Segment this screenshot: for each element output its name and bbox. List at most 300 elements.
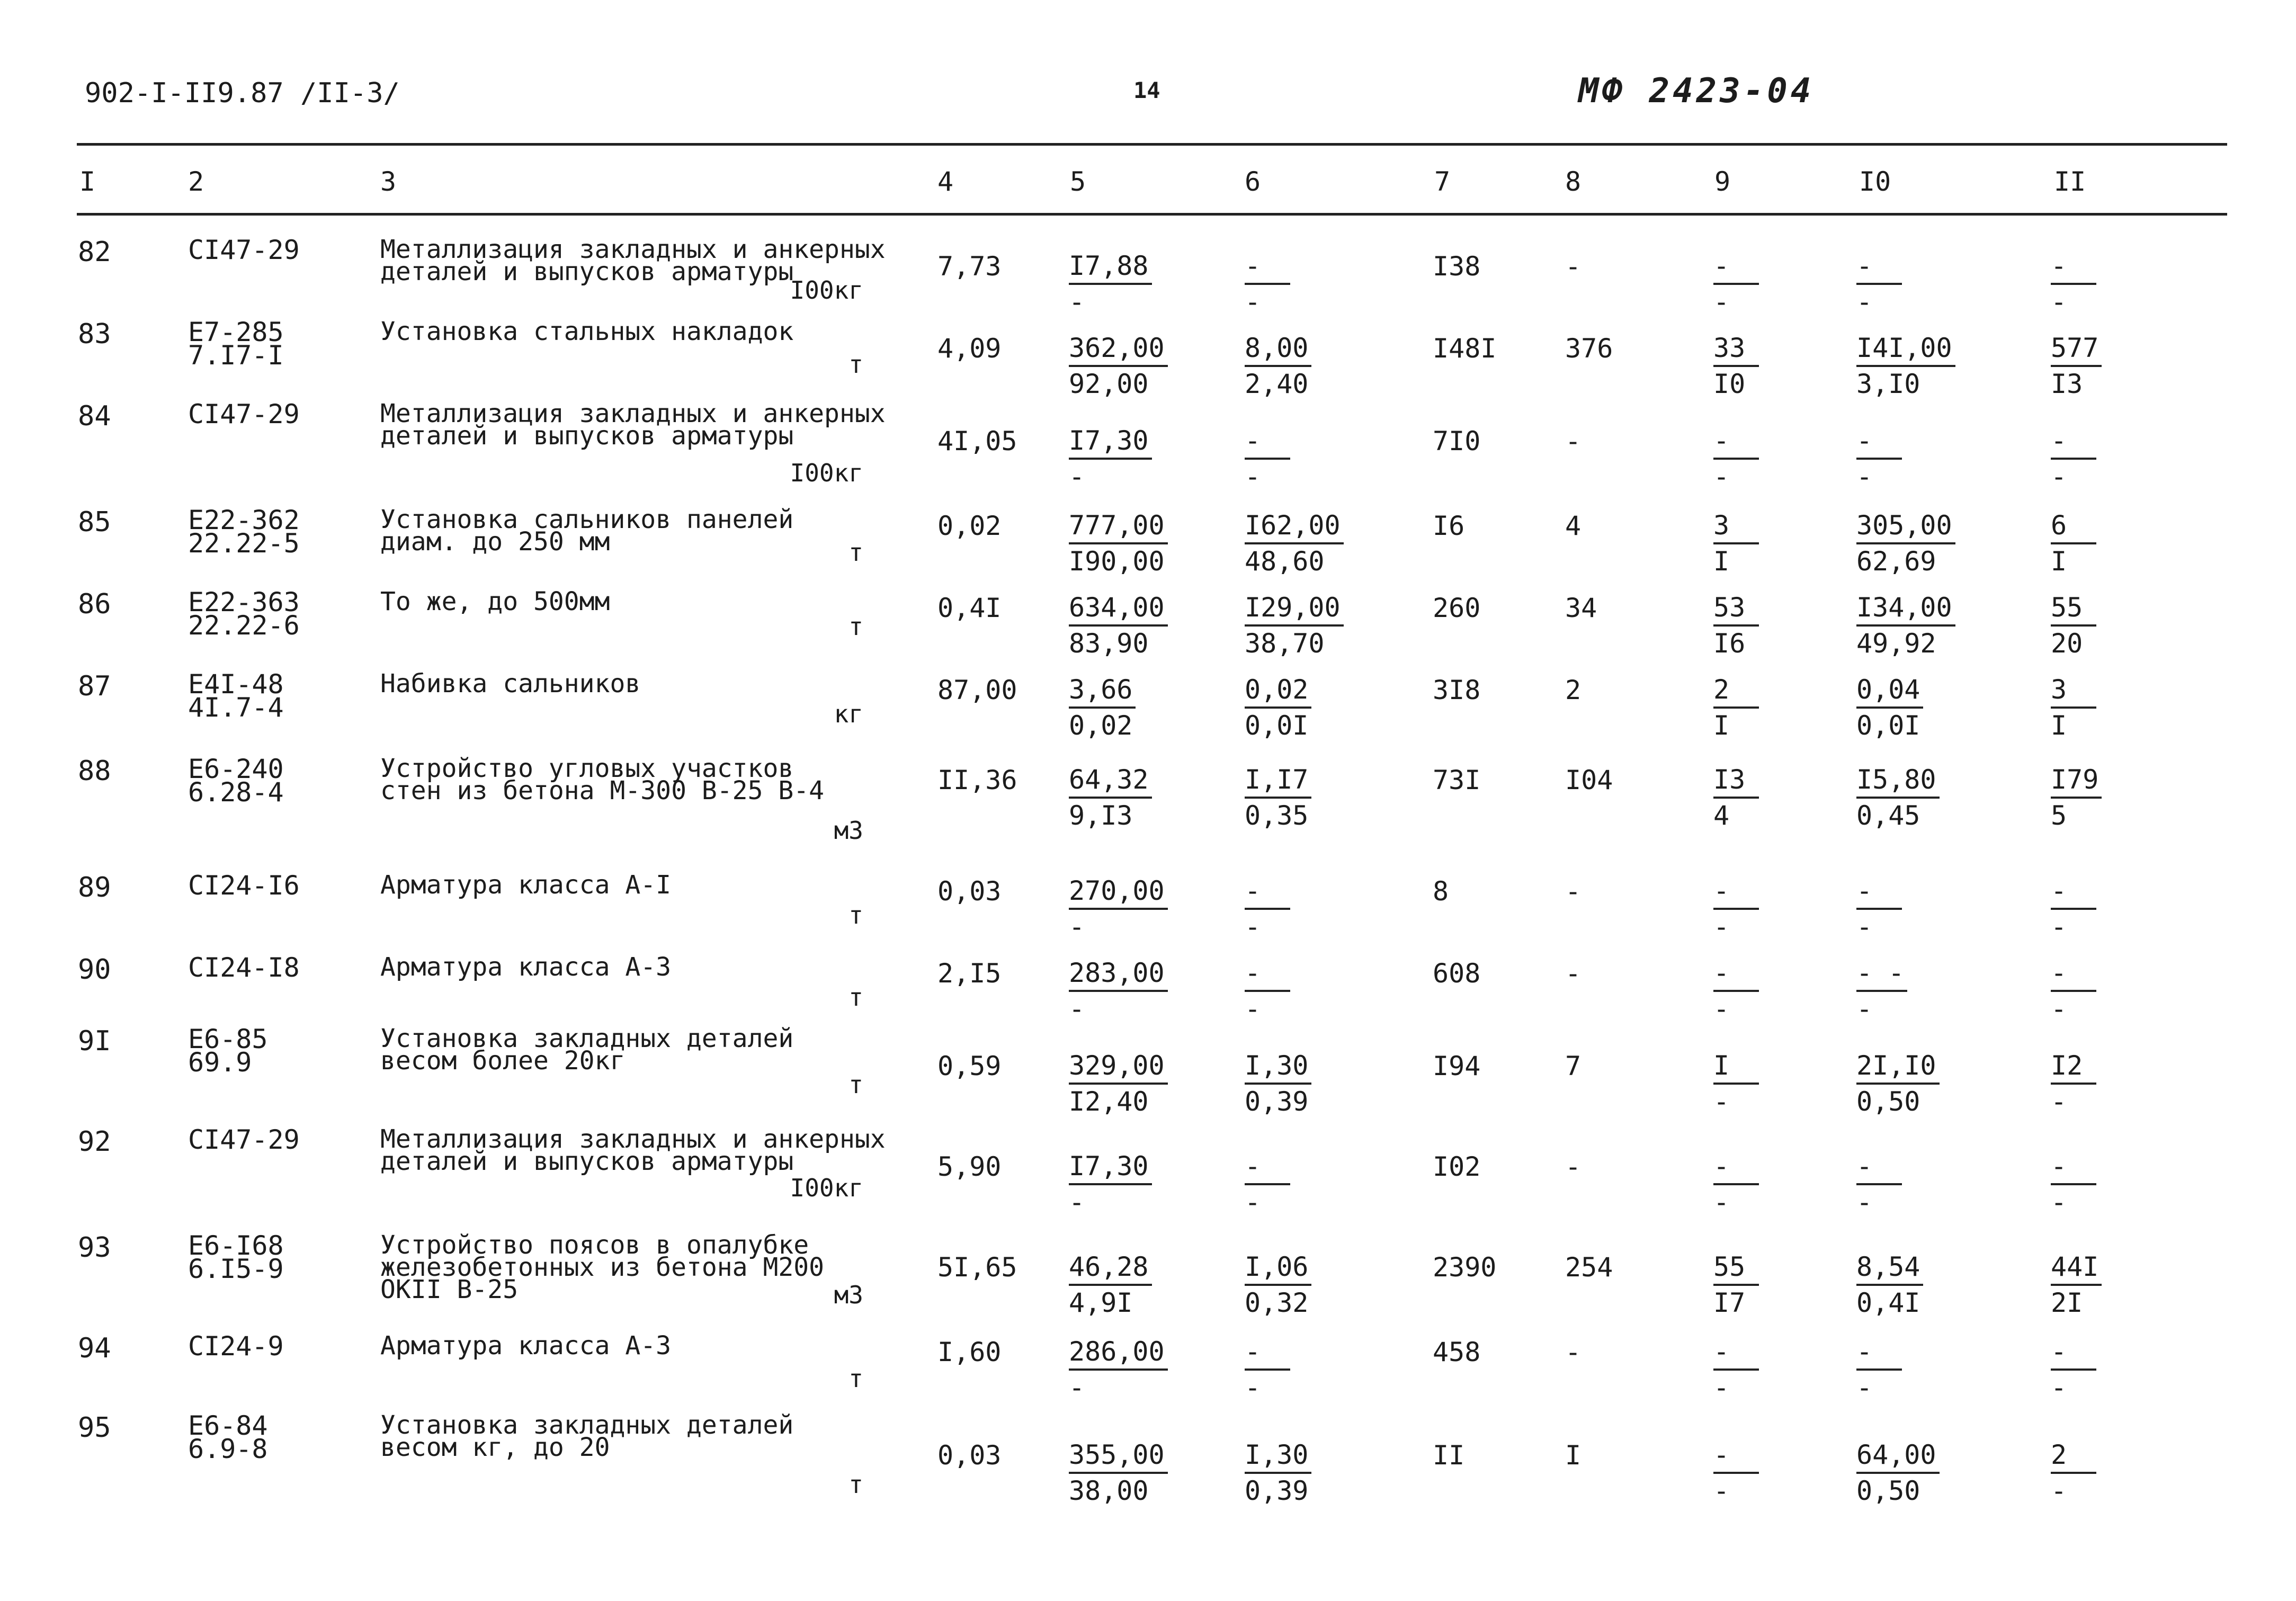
- fraction-top: 329,00: [1069, 1049, 1168, 1085]
- fraction-bottom: 9,I3: [1069, 800, 1133, 831]
- handwritten-stamp: МФ 2423-04: [1578, 71, 1815, 111]
- c5-fraction: [1069, 508, 1168, 578]
- fraction-top: I5,80: [1856, 763, 1940, 799]
- fraction-top: 46,28: [1069, 1250, 1152, 1286]
- c5-fraction: [1069, 1438, 1168, 1508]
- row-code: [188, 952, 300, 983]
- row-code-line: СI24-9: [188, 1331, 284, 1362]
- row-number: 87: [78, 670, 111, 702]
- row-quantity: 5I,65: [937, 1252, 1017, 1283]
- c9-fraction: [1713, 591, 1759, 660]
- fraction-top: 2: [2051, 1438, 2096, 1474]
- fraction-bottom: I3: [2051, 369, 2083, 399]
- row-code-line: Е4I-48: [188, 669, 284, 700]
- row-col8: I: [1565, 1440, 1582, 1471]
- c11-fraction: [2051, 1049, 2096, 1119]
- row-code-line: Е22-363: [188, 587, 300, 618]
- fraction-bottom: 2,40: [1245, 369, 1309, 399]
- fraction-bottom: -: [1856, 1187, 1873, 1218]
- row-unit: т: [848, 1070, 863, 1099]
- fraction-top: 64,32: [1069, 763, 1152, 799]
- c6-fraction: [1245, 1438, 1311, 1508]
- row-name-line: Металлизация закладных и анкерных: [380, 235, 886, 264]
- fraction-top: -: [1856, 424, 1902, 460]
- row-number: 9I: [78, 1025, 111, 1057]
- row-unit: т: [848, 983, 863, 1012]
- row-name: [380, 1331, 672, 1361]
- row-code: [188, 754, 284, 808]
- c10-fraction: [1856, 508, 1955, 578]
- col-header-10: I0: [1859, 166, 1891, 197]
- row-code-line: Е6-85: [188, 1024, 268, 1054]
- row-code: [188, 399, 300, 430]
- c6-fraction: [1245, 1335, 1290, 1405]
- c9-fraction: [1713, 956, 1759, 1026]
- row-col8: -: [1565, 1151, 1582, 1182]
- fraction-bottom: I2,40: [1069, 1086, 1149, 1117]
- fraction-bottom: 5: [2051, 800, 2067, 831]
- fraction-top: I: [1713, 1049, 1759, 1085]
- fraction-top: 55: [2051, 591, 2096, 627]
- row-code-line: Е7-285: [188, 317, 284, 347]
- fraction-top: -: [1856, 1149, 1902, 1185]
- row-name: [380, 754, 825, 806]
- fraction-bottom: 0,4I: [1856, 1287, 1920, 1318]
- row-name-line: Металлизация закладных и анкерных: [380, 399, 886, 428]
- c9-fraction: [1713, 424, 1759, 494]
- c9-fraction: [1713, 673, 1759, 743]
- fraction-bottom: -: [2051, 1372, 2067, 1403]
- row-col8: 254: [1565, 1252, 1613, 1283]
- col-header-3: 3: [380, 166, 397, 197]
- row-code-line: СI47-29: [188, 235, 300, 265]
- row-code: [188, 587, 300, 641]
- c10-fraction: [1856, 1149, 1902, 1219]
- document-code: 902-I-II9.87 /II-3/: [85, 77, 400, 109]
- row-code-line: 4I.7-4: [188, 692, 284, 723]
- c11-fraction: [2051, 1438, 2096, 1508]
- fraction-top: 8,54: [1856, 1250, 1923, 1286]
- fraction-top: I7,30: [1069, 1149, 1152, 1185]
- c9-fraction: [1713, 1335, 1759, 1405]
- row-unit: т: [848, 1470, 863, 1499]
- col-header-11: II: [2054, 166, 2086, 197]
- row-code: [188, 870, 300, 901]
- col-header-6: 6: [1245, 166, 1261, 197]
- fraction-top: 8,00: [1245, 331, 1311, 367]
- fraction-bottom: -: [2051, 287, 2067, 317]
- c6-fraction: [1245, 1149, 1290, 1219]
- row-quantity: 5,90: [937, 1151, 1002, 1182]
- c5-fraction: [1069, 1149, 1152, 1219]
- c9-fraction: [1713, 508, 1759, 578]
- fraction-top: -: [1245, 956, 1290, 992]
- c10-fraction: [1856, 331, 1955, 401]
- fraction-top: 0,02: [1245, 673, 1311, 709]
- fraction-top: -: [2051, 874, 2096, 910]
- row-code-line: СI47-29: [188, 1124, 300, 1155]
- row-unit: м3: [834, 816, 863, 845]
- c5-fraction: [1069, 591, 1168, 660]
- fraction-bottom: -: [1069, 461, 1085, 492]
- row-unit: кг: [834, 700, 863, 728]
- col-header-7: 7: [1434, 166, 1451, 197]
- row-unit: т: [848, 612, 863, 641]
- c11-fraction: [2051, 1335, 2096, 1405]
- fraction-top: I34,00: [1856, 591, 1955, 627]
- row-col8: -: [1565, 251, 1582, 282]
- fraction-bottom: -: [1245, 1187, 1261, 1218]
- c5-fraction: [1069, 331, 1168, 401]
- col-header-1: I: [79, 166, 96, 197]
- c6-fraction: [1245, 874, 1290, 944]
- c11-fraction: [2051, 591, 2096, 660]
- fraction-top: 270,00: [1069, 874, 1168, 910]
- row-col7: 2390: [1433, 1252, 1497, 1283]
- c11-fraction: [2051, 424, 2096, 494]
- row-quantity: 0,59: [937, 1051, 1002, 1081]
- fraction-top: -: [1713, 1149, 1759, 1185]
- c9-fraction: [1713, 1250, 1759, 1320]
- fraction-top: 286,00: [1069, 1335, 1168, 1371]
- fraction-bottom: -: [2051, 461, 2067, 492]
- c5-fraction: [1069, 424, 1152, 494]
- row-name-line: Металлизация закладных и анкерных: [380, 1124, 886, 1154]
- c6-fraction: [1245, 1049, 1311, 1119]
- fraction-top: -: [1245, 424, 1290, 460]
- row-name-line: железобетонных из бетона М200: [380, 1253, 825, 1282]
- fraction-top: 355,00: [1069, 1438, 1168, 1474]
- c10-fraction: [1856, 956, 1907, 1026]
- row-code-line: Е6-84: [188, 1410, 268, 1441]
- fraction-bottom: 20: [2051, 628, 2083, 659]
- row-quantity: 2,I5: [937, 958, 1002, 989]
- row-name: [380, 1410, 794, 1462]
- c6-fraction: [1245, 424, 1290, 494]
- fraction-top: -: [1245, 874, 1290, 910]
- fraction-bottom: 2I: [2051, 1287, 2083, 1318]
- fraction-top: I,30: [1245, 1049, 1311, 1085]
- fraction-bottom: -: [1856, 461, 1873, 492]
- row-unit: I00кг: [790, 276, 863, 305]
- row-code: [188, 1331, 284, 1362]
- fraction-top: I,06: [1245, 1250, 1311, 1286]
- row-col7: I48I: [1433, 333, 1497, 364]
- c6-fraction: [1245, 956, 1290, 1026]
- row-col8: 7: [1565, 1051, 1582, 1081]
- row-code-line: 22.22-5: [188, 528, 300, 559]
- row-quantity: 0,02: [937, 511, 1002, 541]
- row-col7: 3I8: [1433, 675, 1481, 705]
- fraction-top: 0,04: [1856, 673, 1923, 709]
- fraction-bottom: 0,39: [1245, 1086, 1309, 1117]
- row-name-line: Набивка сальников: [380, 669, 641, 699]
- row-number: 82: [78, 236, 111, 268]
- row-code-line: 69.9: [188, 1047, 252, 1078]
- fraction-bottom: 0,35: [1245, 800, 1309, 831]
- row-name-line: Устройство угловых участков: [380, 754, 794, 783]
- fraction-bottom: 92,00: [1069, 369, 1149, 399]
- fraction-top: 362,00: [1069, 331, 1168, 367]
- fraction-top: I2: [2051, 1049, 2096, 1085]
- fraction-top: 64,00: [1856, 1438, 1940, 1474]
- c9-fraction: [1713, 874, 1759, 944]
- row-number: 92: [78, 1126, 111, 1158]
- c9-fraction: [1713, 1049, 1759, 1119]
- col-header-2: 2: [188, 166, 204, 197]
- row-code-line: 6.I5-9: [188, 1254, 284, 1284]
- c11-fraction: [2051, 763, 2102, 833]
- fraction-bottom: 4: [1713, 800, 1730, 831]
- fraction-top: 3: [1713, 508, 1759, 544]
- fraction-bottom: -: [1245, 287, 1261, 317]
- fraction-top: -: [1245, 249, 1290, 285]
- row-col8: -: [1565, 876, 1582, 907]
- fraction-top: - -: [1856, 956, 1907, 992]
- fraction-top: -: [1713, 1438, 1759, 1474]
- c11-fraction: [2051, 956, 2096, 1026]
- row-name: [380, 1024, 794, 1076]
- fraction-top: 33: [1713, 331, 1759, 367]
- row-name-line: Установка закладных деталей: [380, 1410, 794, 1440]
- fraction-bottom: I90,00: [1069, 546, 1165, 577]
- c5-fraction: [1069, 1335, 1168, 1405]
- fraction-top: 305,00: [1856, 508, 1955, 544]
- fraction-top: 3,66: [1069, 673, 1136, 709]
- col-header-8: 8: [1565, 166, 1582, 197]
- fraction-top: -: [2051, 956, 2096, 992]
- row-col8: 376: [1565, 333, 1613, 364]
- row-code-line: СI47-29: [188, 399, 300, 430]
- row-code: [188, 1124, 300, 1155]
- fraction-top: -: [2051, 424, 2096, 460]
- col-header-5: 5: [1070, 166, 1086, 197]
- fraction-bottom: 0,50: [1856, 1086, 1920, 1117]
- c10-fraction: [1856, 763, 1940, 833]
- row-name-line: ОКII В-25: [380, 1275, 519, 1304]
- c10-fraction: [1856, 1250, 1923, 1320]
- fraction-bottom: -: [1713, 1187, 1730, 1218]
- row-number: 83: [78, 318, 111, 350]
- c9-fraction: [1713, 1438, 1759, 1508]
- row-name: [380, 952, 672, 982]
- row-unit: м3: [834, 1281, 863, 1309]
- row-unit: т: [848, 350, 863, 379]
- row-quantity: 4I,05: [937, 426, 1017, 457]
- c9-fraction: [1713, 249, 1759, 319]
- fraction-bottom: -: [1069, 1187, 1085, 1218]
- fraction-bottom: -: [2051, 1086, 2067, 1117]
- fraction-top: -: [2051, 1149, 2096, 1185]
- fraction-bottom: -: [1245, 911, 1261, 942]
- table-top-rule: [77, 143, 2227, 146]
- row-number: 89: [78, 872, 111, 904]
- row-name-line: Установка сальников панелей: [380, 505, 794, 534]
- c10-fraction: [1856, 1438, 1940, 1508]
- c10-fraction: [1856, 424, 1902, 494]
- c5-fraction: [1069, 874, 1168, 944]
- c10-fraction: [1856, 874, 1902, 944]
- fraction-bottom: -: [1856, 1372, 1873, 1403]
- row-name: [380, 399, 886, 451]
- row-col8: 2: [1565, 675, 1582, 705]
- fraction-top: I7,88: [1069, 249, 1152, 285]
- fraction-bottom: 0,39: [1245, 1475, 1309, 1506]
- fraction-bottom: 48,60: [1245, 546, 1325, 577]
- row-quantity: 0,03: [937, 876, 1002, 907]
- row-code-line: 22.22-6: [188, 610, 300, 641]
- fraction-top: -: [2051, 249, 2096, 285]
- row-number: 94: [78, 1332, 111, 1364]
- fraction-top: -: [1713, 424, 1759, 460]
- row-name-line: Устройство поясов в опалубке: [380, 1230, 809, 1260]
- c9-fraction: [1713, 763, 1759, 833]
- row-code-line: Е6-240: [188, 754, 284, 784]
- fraction-bottom: I: [2051, 546, 2067, 577]
- row-number: 86: [78, 588, 111, 620]
- row-name-line: стен из бетона М-300 В-25 В-4: [380, 776, 825, 806]
- row-unit: т: [848, 901, 863, 929]
- row-name: [380, 870, 672, 900]
- fraction-bottom: -: [1069, 287, 1085, 317]
- row-col7: 260: [1433, 593, 1481, 623]
- row-unit: т: [848, 1364, 863, 1393]
- fraction-top: -: [1856, 249, 1902, 285]
- c5-fraction: [1069, 1250, 1152, 1320]
- row-code-line: 6.28-4: [188, 777, 284, 808]
- col-header-4: 4: [937, 166, 954, 197]
- c5-fraction: [1069, 956, 1168, 1026]
- fraction-top: -: [1713, 1335, 1759, 1371]
- fraction-top: I29,00: [1245, 591, 1344, 627]
- fraction-top: 777,00: [1069, 508, 1168, 544]
- fraction-bottom: 38,70: [1245, 628, 1325, 659]
- row-code-line: Е22-362: [188, 505, 300, 535]
- fraction-top: 6: [2051, 508, 2096, 544]
- fraction-top: I,I7: [1245, 763, 1311, 799]
- fraction-bottom: -: [1856, 287, 1873, 317]
- fraction-top: 283,00: [1069, 956, 1168, 992]
- fraction-top: -: [1713, 249, 1759, 285]
- row-col7: 73I: [1433, 765, 1481, 795]
- c11-fraction: [2051, 331, 2102, 401]
- page-number: 14: [1133, 77, 1160, 103]
- row-name-line: Арматура класса А-3: [380, 952, 672, 982]
- row-col8: I04: [1565, 765, 1613, 795]
- row-col8: -: [1565, 1337, 1582, 1367]
- row-unit: I00кг: [790, 459, 863, 487]
- row-col7: II: [1433, 1440, 1465, 1471]
- row-col7: 458: [1433, 1337, 1481, 1367]
- c11-fraction: [2051, 508, 2096, 578]
- fraction-top: I79: [2051, 763, 2102, 799]
- fraction-bottom: -: [2051, 994, 2067, 1024]
- fraction-top: 577: [2051, 331, 2102, 367]
- row-quantity: 87,00: [937, 675, 1017, 705]
- c10-fraction: [1856, 1049, 1940, 1119]
- row-col8: 34: [1565, 593, 1597, 623]
- row-quantity: I,60: [937, 1337, 1002, 1367]
- row-code: [188, 505, 300, 559]
- fraction-bottom: 0,32: [1245, 1287, 1309, 1318]
- fraction-bottom: 0,45: [1856, 800, 1920, 831]
- row-number: 88: [78, 755, 111, 787]
- fraction-bottom: -: [1856, 911, 1873, 942]
- row-code-line: СI24-I6: [188, 870, 300, 901]
- row-name-line: Установка закладных деталей: [380, 1024, 794, 1053]
- fraction-bottom: I6: [1713, 628, 1746, 659]
- row-col7: I94: [1433, 1051, 1481, 1081]
- fraction-top: 2: [1713, 673, 1759, 709]
- row-number: 84: [78, 400, 111, 432]
- fraction-bottom: 83,90: [1069, 628, 1149, 659]
- row-unit: I00кг: [790, 1174, 863, 1202]
- fraction-bottom: -: [1069, 911, 1085, 942]
- row-quantity: 0,4I: [937, 593, 1002, 623]
- row-col8: -: [1565, 426, 1582, 457]
- row-name-line: Арматура класса А-3: [380, 1331, 672, 1361]
- row-name-line: деталей и выпусков арматуры: [380, 1147, 794, 1176]
- fraction-top: I,30: [1245, 1438, 1311, 1474]
- row-col8: 4: [1565, 511, 1582, 541]
- row-unit: т: [848, 538, 863, 567]
- row-number: 85: [78, 506, 111, 538]
- c5-fraction: [1069, 249, 1152, 319]
- fraction-bottom: 49,92: [1856, 628, 1936, 659]
- row-code: [188, 1024, 268, 1078]
- fraction-top: 634,00: [1069, 591, 1168, 627]
- row-name: [380, 317, 794, 346]
- row-name-line: весом кг, до 20: [380, 1433, 610, 1462]
- fraction-bottom: -: [2051, 1475, 2067, 1506]
- fraction-top: 3: [2051, 673, 2096, 709]
- fraction-bottom: -: [1713, 911, 1730, 942]
- fraction-top: 55: [1713, 1250, 1759, 1286]
- fraction-top: 44I: [2051, 1250, 2102, 1286]
- row-name: [380, 669, 641, 699]
- fraction-bottom: I7: [1713, 1287, 1746, 1318]
- fraction-bottom: -: [1245, 994, 1261, 1024]
- row-number: 90: [78, 954, 111, 986]
- fraction-top: I7,30: [1069, 424, 1152, 460]
- fraction-bottom: -: [2051, 911, 2067, 942]
- c6-fraction: [1245, 673, 1311, 743]
- fraction-bottom: 38,00: [1069, 1475, 1149, 1506]
- fraction-bottom: 62,69: [1856, 546, 1936, 577]
- c9-fraction: [1713, 331, 1759, 401]
- fraction-top: -: [1713, 874, 1759, 910]
- fraction-top: 2I,I0: [1856, 1049, 1940, 1085]
- fraction-bottom: I: [1713, 546, 1730, 577]
- c11-fraction: [2051, 673, 2096, 743]
- row-col8: -: [1565, 958, 1582, 989]
- fraction-bottom: -: [1713, 1372, 1730, 1403]
- row-col7: I6: [1433, 511, 1465, 541]
- c11-fraction: [2051, 874, 2096, 944]
- fraction-bottom: 0,0I: [1245, 710, 1309, 741]
- c6-fraction: [1245, 249, 1290, 319]
- row-code: [188, 317, 284, 371]
- row-col7: 7I0: [1433, 426, 1481, 457]
- fraction-bottom: -: [1713, 461, 1730, 492]
- c10-fraction: [1856, 673, 1923, 743]
- fraction-top: -: [1713, 956, 1759, 992]
- row-name-line: То же, до 500мм: [380, 587, 610, 616]
- row-quantity: 7,73: [937, 251, 1002, 282]
- c6-fraction: [1245, 763, 1311, 833]
- table-header-rule: [77, 213, 2227, 216]
- c6-fraction: [1245, 331, 1311, 401]
